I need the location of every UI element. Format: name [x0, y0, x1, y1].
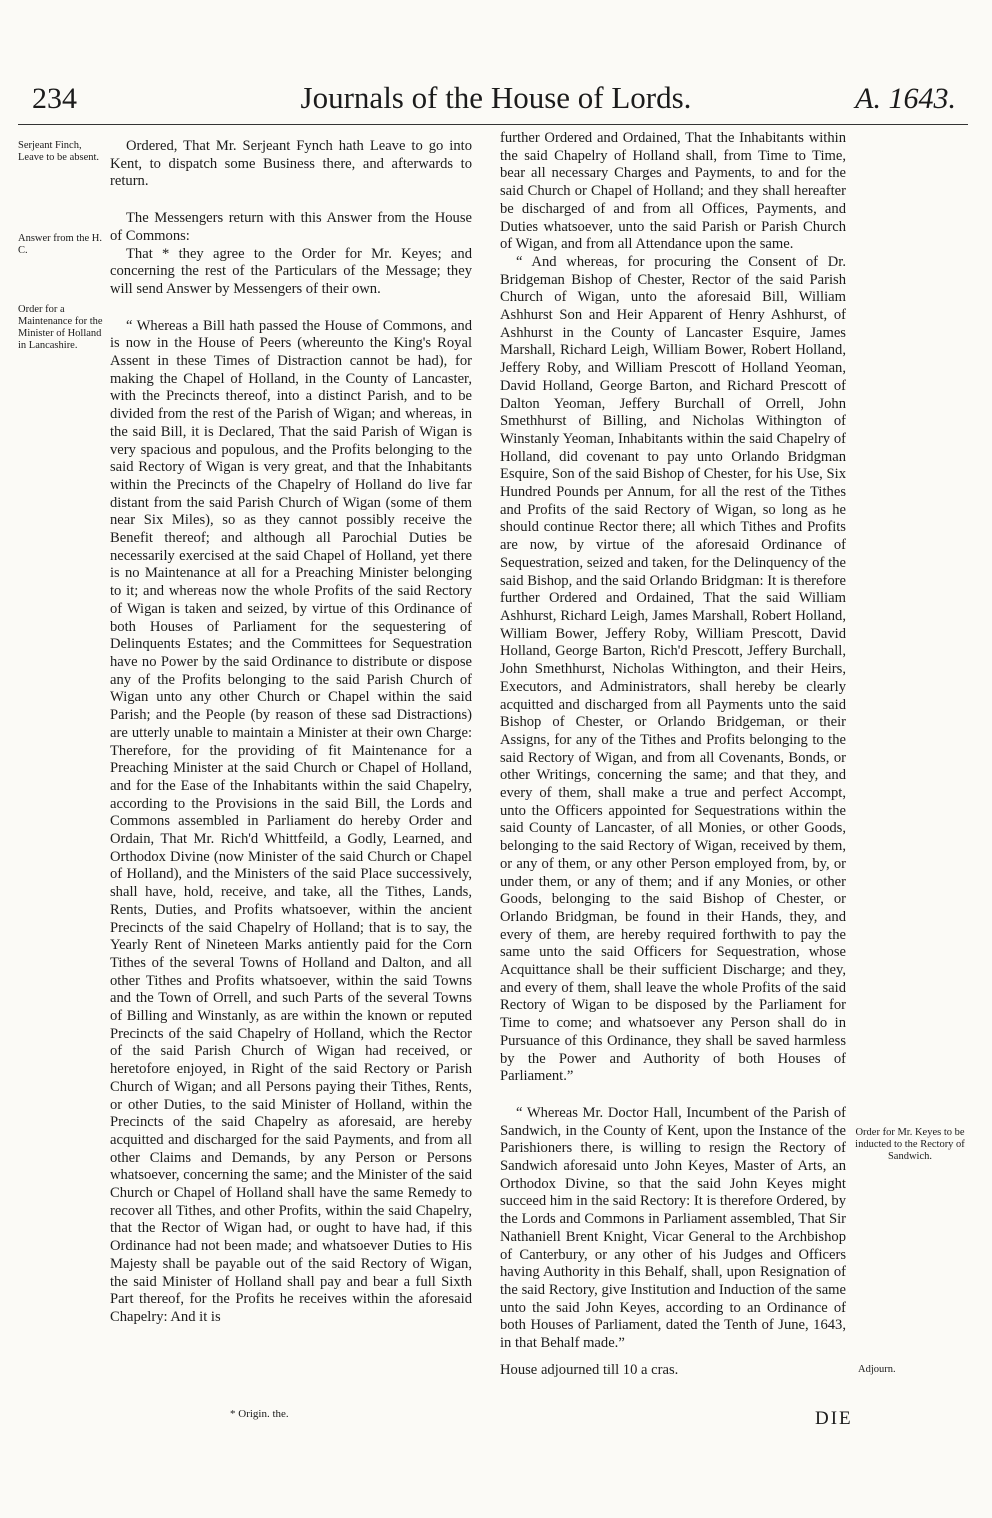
paragraph-bridgeman: “ And whereas, for procuring the Consent of Dr. Bridgeman Bishop of Chester, Rector of the said Parish Church of Wigan, unto the aforesaid Bill, William Ashhurst Son and Heir Apparent of Henry Ashhurst, of Ashhurst in the County of Lancaster Esquire, James Marshall, Richard Leigh, William Bower, Robert Holland, Jeffery Roby, and William Prescott of Holland Yeoman, David Holland, George Barton, and Richard Prescott of Dalton Yeoman, Jeffery Burchall of Orrell, John Smethhurst of Billing, and Nicholas Withington of Winstanly Yeoman, Inhabitants within the said Chapelry of Holland, did covenant to pay unto Orlando Bridgman Esquire, Son of the said Bishop of Chester, for his Use, Six Hundred Pounds per Annum, for all the rest of the Tithes and Profits of the said Rectory of Wigan, so long as he should continue Rector there; all which Tithes and Profits are now, by virtue of the aforesaid Ordinance of Sequestration, seized and taken, for the Delinquency of the said Bishop, and the said Orlando Bridgman: It is therefore further Ordered and Ordained, That the said William Ashhurst, Richard Leigh, James Marshall, Robert Holland, William Bower, Jeffery Roby, William Prescott, David Holland, George Barton, Rich'd Prescott, Jeffery Burchall, John Smethhurst, Nicholas Withington, and their Heirs, Executors, and Administrators, shall hereby be clearly acquitted and discharged from all Payments unto the said Bishop of Chester, or Orlando Bridgeman, or their Assigns, for any of the Tithes and Profits belonging to the said Rectory of Wigan, and from all Covenants, Bonds, or other Writings, concerning the same; and that they, and every of them, shall make a true and perfect Accompt, unto the Officers appointed for Sequestrations within the said County of Lancaster, of all Monies, or other Goods, belonging to the said Rectory of Wigan, received by them, or any of them, or any other Person employed from, by, or under them, or any of them; and if any Monies, or other Goods, belonging to the said Bishop of Chester, or Orlando Bridgman, be found in their Hands, they, and every of them, are hereby required forthwith to pay the same unto the said Officers for Sequestration, whose Acquittance shall be their sufficient Discharge; and they, and every of them, shall leave the whole Profits of the said Rectory of Wigan to be disposed by the Parliament for Time to come; and whatsoever any Person shall do in Pursuance of this Ordinance, they shall be saved harmless by the Power and Authority of both Houses of Parliament.” [500, 253, 846, 1085]
paragraph-messengers: The Messengers return with this Answer from the House of Commons: [110, 210, 472, 244]
paragraph-holland-ordinance: “ Whereas a Bill hath passed the House of Commons, and is now in the House of Peers (whereunto the King's Royal Assent in these Times of Distraction cannot be had), for making the Chapel of Holland, in the County of Lancaster, with the Precincts thereof, into a distinct Parish, and to be divided from the rest of the Parish of Wigan; and whereas, in the said Bill, it is Declared, That the said Parish of Wigan is very spacious and populous, and the Profits belonging to the said Rectory of Wigan is very great, and that the Inhabitants within the Precincts of the Chapelry of Holland do live far distant from the said Parish Church of Wigan (some of them near Six Miles), so as they cannot possibly receive the Benefit thereof; and although all Parochial Duties be necessarily exercised at the said Chapel of Holland, yet there is no Maintenance at all for a Preaching Minister belonging to it; and whereas now the whole Profits of the said Rectory of Wigan is taken and seized, by virtue of this Ordinance of both Houses of Parliament for the sequestering of Delinquents Estates; and the Committees for Sequestration have no Power by the said Ordinance to distribute or dispose any of the Profits belonging to the said Parish Church of Wigan unto any other Church or Chapel within the said Parish; and the People (by reason of these sad Distractions) are utterly unable to maintain a Minister at their own Charge: Therefore, for the providing of fit Maintenance for a Preaching Minister at the said Church or Chapel of Holland, and for the Ease of the Inhabitants within the said Chapelry, according to the Provisions in the said Bill, the Lords and Commons assembled in Parliament do hereby Order and Ordain, That Mr. Rich'd Whittfeild, a Godly, Learned, and Orthodox Divine (now Minister of the said Church or Chapel of Holland), and the Ministers of the said Place successively, shall have, hold, receive, and take, all the Tithes, Lands, Rents, Duties, and Profits whatsoever, within the ancient Precincts of the said Chapelry of Holland; that is to say, the Yearly Rent of Nineteen Marks antiently paid for the Corn Tithes of the several Towns of Holland and Dalton, and all other Tithes and Profits whatsoever, within the said Towns and the Town of Orrell, and such Parts of the several Towns of Billing and Winstanly, as are within the known or reputed Precincts of the said Chapelry of Holland, which the Rector of the said Parish Church of Wigan had received, or heretofore enjoyed, in Right of the said Rectory or Parish Church of Wigan; and all Persons paying their Tithes, Rents, or other Duties, to the said Minister of Holland, within the Precincts of the said Chapelry as aforesaid, are hereby acquitted and discharged for the said Payments, and from all other Claims and Demands, by any Person or Persons whatsoever, concerning the same; and the Minister of the said Church or Chapel of Holland shall have the same Remedy to recover all Tithes, and other Profits, within the said Chapelry, that the Rector of Wigan had, or ought to have had, if this Ordinance had not been made; and whatsoever Duties to His Majesty shall be payable out of the said Rectory of Wigan, the said Minister of Holland shall pay and bear a full Sixth Part thereof, for the Profits he receives within the aforesaid Chapelry: And it is [110, 317, 472, 1325]
margin-note-holland: Order for a Maintenance for the Minister of Holland in Lancashire. [18, 304, 103, 351]
right-column [500, 130, 846, 1353]
year: A. 1643. [855, 82, 956, 115]
page-header [28, 78, 964, 122]
page-number: 234 [32, 82, 77, 115]
adjournment-line: House adjourned till 10 a cras. [500, 1362, 679, 1378]
margin-note-answer: Answer from the H. C. [18, 233, 102, 256]
catchword: DIE [815, 1408, 853, 1429]
margin-note-serjeant-finch: Serjeant Finch, Leave to be absent. [18, 140, 100, 163]
running-title: Journals of the House of Lords. [300, 80, 692, 115]
paragraph-fynch-leave: Ordered, That Mr. Serjeant Fynch hath Leave to go into Kent, to dispatch some Business there, and afterwards to return. [110, 138, 472, 190]
margin-note-adjourn: Adjourn. [858, 1364, 896, 1375]
paragraph-sandwich: “ Whereas Mr. Doctor Hall, Incumbent of the Parish of Sandwich, in the County of Kent, upon the Instance of the Parishioners there, is willing to resign the Rectory of Sandwich aforesaid unto John Keyes, Master of Arts, an Orthodox Divine, so that the said John Keyes might succeed him in the said Rectory: It is therefore Ordered, by the Lords and Commons in Parliament assembled, That Sir Nathaniell Brent Knight, Vicar General to the Archbishop of Canterbury, or any other of his Judges and Officers having Authority in this Behalf, shall, upon Resignation of the said Rectory, give Institution and Induction of the same unto the said John Keyes, according to an Ordinance of both Houses of Parliament, dated the Tenth of June, 1643, in that Behalf made.” [500, 1104, 846, 1352]
paragraph-commons-answer: That * they agree to the Order for Mr. Keyes; and concerning the rest of the Particulars of the Message; they will send Answer by Messengers of their own. [110, 245, 472, 297]
header-rule [18, 124, 968, 125]
paragraph-holland-continued: further Ordered and Ordained, That the Inhabitants within the said Chapelry of Holland shall, from Time to Time, bear all necessary Charges and Payments, to and for the said Church or Chapel of Holland; and they shall hereafter be discharged of and from all Offices, Payments, and Duties whatsoever, unto the said Parish or Parish Church of Wigan, and from all Attendance upon the same. [500, 130, 846, 253]
footnote: * Origin. the. [230, 1408, 289, 1420]
left-column [110, 138, 472, 1327]
margin-note-keyes: Order for Mr. Keyes to be inducted to the Rectory of Sandwich. [855, 1127, 965, 1162]
